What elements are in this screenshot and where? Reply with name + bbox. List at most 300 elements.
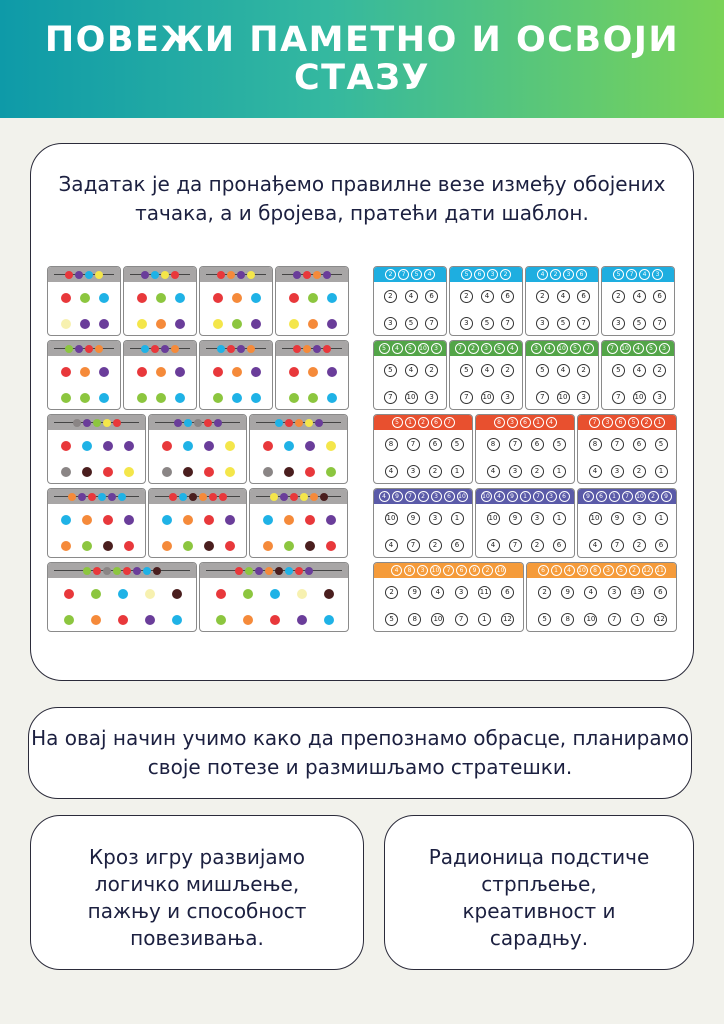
color-dot — [225, 541, 235, 551]
sequence-number: 6 — [538, 565, 549, 576]
color-dot — [183, 541, 193, 551]
sequence-bar — [48, 341, 120, 356]
sequence-number: 1 — [520, 491, 531, 502]
number-circle: 6 — [577, 290, 590, 303]
sequence-number: 3 — [481, 343, 492, 354]
color-dot-tile — [199, 340, 273, 410]
sequence-line — [130, 348, 190, 349]
color-dot — [183, 441, 193, 451]
sequence-dot — [313, 271, 321, 279]
color-dot — [99, 319, 109, 329]
number-circle: 2 — [425, 364, 438, 377]
color-dot-tile — [249, 414, 348, 484]
color-dot — [243, 615, 253, 625]
color-dot — [284, 515, 294, 525]
number-circle: 2 — [429, 539, 442, 552]
color-dot — [103, 441, 113, 451]
number-circle: 5 — [538, 613, 551, 626]
sequence-line — [54, 348, 114, 349]
color-dot-tile — [47, 340, 121, 410]
sequence-dot — [313, 345, 321, 353]
sequence-dot — [161, 271, 169, 279]
number-circle: 6 — [553, 539, 566, 552]
number-sequence-bar — [476, 489, 574, 504]
sequence-number: 10 — [458, 493, 466, 500]
number-tile — [373, 266, 447, 336]
number-circle: 5 — [633, 317, 646, 330]
number-circle: 2 — [501, 364, 514, 377]
sequence-line — [206, 570, 342, 571]
sequence-dot — [123, 567, 131, 575]
sequence-number: 5 — [616, 565, 627, 576]
sequence-number: 2 — [500, 269, 511, 280]
number-sequence-bar — [527, 563, 676, 578]
sequence-dot — [171, 345, 179, 353]
number-circle: 6 — [654, 586, 667, 599]
sequence-dot — [247, 271, 255, 279]
number-tile — [449, 266, 523, 336]
color-dot-tile — [275, 340, 349, 410]
color-dot — [61, 393, 71, 403]
color-dot — [213, 393, 223, 403]
sequence-dot — [290, 493, 298, 501]
color-dot — [162, 515, 172, 525]
sequence-line — [206, 274, 266, 275]
sequence-dot — [303, 345, 311, 353]
color-dot-tile — [148, 414, 247, 484]
sequence-number: 3 — [602, 417, 613, 428]
color-dot — [82, 541, 92, 551]
sequence-number: 4 — [424, 269, 435, 280]
sequence-bar — [149, 415, 246, 430]
sequence-number: 9 — [469, 565, 480, 576]
color-dot — [61, 319, 71, 329]
number-circle: 9 — [509, 512, 522, 525]
number-circle: 2 — [653, 364, 666, 377]
color-dot — [91, 589, 101, 599]
number-circle: 5 — [385, 613, 398, 626]
number-circle: 4 — [481, 290, 494, 303]
color-dot — [216, 589, 226, 599]
sequence-dot — [141, 271, 149, 279]
number-circle: 2 — [531, 465, 544, 478]
sequence-number: 1 — [551, 565, 562, 576]
sequence-dot — [227, 345, 235, 353]
color-dot — [91, 615, 101, 625]
sequence-number: 3 — [431, 343, 442, 354]
number-circle: 13 — [631, 586, 644, 599]
color-dot — [289, 367, 299, 377]
color-dot — [99, 293, 109, 303]
sequence-number: 2 — [468, 343, 479, 354]
number-circle: 4 — [431, 586, 444, 599]
color-dot — [251, 319, 261, 329]
number-circle: 3 — [460, 317, 473, 330]
color-dot-tile — [123, 340, 197, 410]
color-dot — [61, 367, 71, 377]
color-dot — [289, 393, 299, 403]
color-dot — [99, 367, 109, 377]
sequence-number: 3 — [563, 269, 574, 280]
number-sequence-bar — [374, 267, 446, 282]
number-circle: 4 — [487, 539, 500, 552]
sequence-dot — [151, 345, 159, 353]
sequence-number: 5 — [411, 269, 422, 280]
number-circle: 2 — [612, 290, 625, 303]
number-circle: 3 — [577, 391, 590, 404]
number-tile — [526, 562, 677, 632]
number-circle: 7 — [460, 391, 473, 404]
sequence-number: 10 — [578, 567, 586, 574]
color-dot — [232, 319, 242, 329]
sequence-bar — [250, 489, 347, 504]
color-dot — [61, 441, 71, 451]
color-dot — [225, 515, 235, 525]
number-circle: 2 — [633, 465, 646, 478]
sequence-number: 3 — [546, 491, 557, 502]
color-dot — [118, 589, 128, 599]
number-circle: 2 — [531, 539, 544, 552]
sequence-dot — [217, 271, 225, 279]
sequence-bar — [200, 563, 348, 578]
number-circle: 3 — [425, 391, 438, 404]
color-dot — [103, 515, 113, 525]
sequence-dot — [103, 419, 111, 427]
number-circle: 4 — [385, 465, 398, 478]
sequence-dot — [151, 271, 159, 279]
sequence-number: 5 — [646, 343, 657, 354]
sequence-dot — [265, 567, 273, 575]
sequence-dot — [303, 271, 311, 279]
number-tile — [373, 488, 473, 558]
color-dot — [213, 319, 223, 329]
color-dot — [172, 615, 182, 625]
color-dot — [172, 589, 182, 599]
number-circle: 4 — [487, 465, 500, 478]
sequence-bar — [48, 489, 145, 504]
sequence-number: 3 — [431, 491, 442, 502]
color-dot — [308, 367, 318, 377]
color-dot — [137, 367, 147, 377]
number-circle: 5 — [384, 364, 397, 377]
number-circle: 9 — [408, 586, 421, 599]
sequence-dot — [88, 493, 96, 501]
sequence-line — [54, 274, 114, 275]
number-tile — [525, 340, 599, 410]
number-circle: 1 — [451, 465, 464, 478]
number-circle: 7 — [608, 613, 621, 626]
number-circle: 8 — [487, 438, 500, 451]
number-circle: 11 — [478, 586, 491, 599]
sequence-dot — [118, 493, 126, 501]
color-dot — [305, 515, 315, 525]
number-sequence-bar — [476, 415, 574, 430]
number-circle: 10 — [633, 391, 646, 404]
sequence-number: 8 — [494, 417, 505, 428]
number-circle: 6 — [633, 438, 646, 451]
color-dot — [327, 319, 337, 329]
sequence-number: 5 — [494, 343, 505, 354]
number-sequence-bar — [578, 415, 676, 430]
color-dot — [324, 589, 334, 599]
sequence-number: 8 — [590, 565, 601, 576]
color-dot — [213, 293, 223, 303]
sequence-dot — [75, 271, 83, 279]
number-circle: 6 — [425, 290, 438, 303]
color-dot — [232, 393, 242, 403]
color-dot — [61, 541, 71, 551]
sequence-dot — [199, 493, 207, 501]
sequence-bar — [200, 267, 272, 282]
sequence-number: 3 — [417, 565, 428, 576]
sequence-number: 10 — [496, 567, 505, 574]
number-tile — [601, 266, 675, 336]
number-circle: 7 — [653, 317, 666, 330]
color-dot — [251, 393, 261, 403]
number-circle: 10 — [487, 512, 500, 525]
color-dot-tile — [199, 266, 273, 336]
color-dot — [308, 293, 318, 303]
sequence-bar — [124, 341, 196, 356]
color-dot — [297, 615, 307, 625]
number-sequence-bar — [374, 563, 523, 578]
number-tile — [373, 414, 473, 484]
sequence-number: 9 — [392, 491, 403, 502]
color-dot — [156, 367, 166, 377]
color-dot-tile — [47, 488, 146, 558]
color-dot — [326, 441, 336, 451]
color-dot — [308, 319, 318, 329]
number-tile — [475, 414, 575, 484]
sequence-dot — [280, 493, 288, 501]
sequence-dot — [133, 567, 141, 575]
number-circle: 5 — [553, 438, 566, 451]
sequence-dot — [315, 419, 323, 427]
sequence-bar — [48, 267, 120, 282]
color-dot — [251, 367, 261, 377]
number-circle: 7 — [611, 438, 624, 451]
number-circle: 10 — [589, 512, 602, 525]
task-card — [30, 143, 694, 681]
sequence-number: 6 — [444, 491, 455, 502]
number-circle: 3 — [536, 317, 549, 330]
number-sequence-bar — [578, 489, 676, 504]
number-circle: 2 — [460, 290, 473, 303]
color-dot — [80, 367, 90, 377]
color-dot — [270, 615, 280, 625]
patterns-card — [28, 707, 692, 799]
sequence-line — [54, 496, 139, 497]
number-sequence-bar — [374, 489, 472, 504]
color-dot — [213, 367, 223, 377]
number-circle: 4 — [589, 465, 602, 478]
sequence-number: 10 — [482, 493, 490, 500]
sequence-number: 7 — [444, 417, 455, 428]
sequence-dot — [141, 345, 149, 353]
color-dot — [124, 441, 134, 451]
sequence-number: 4 — [507, 343, 518, 354]
sequence-dot — [209, 493, 217, 501]
sequence-number: 10 — [558, 345, 566, 352]
color-dot — [156, 319, 166, 329]
sequence-bar — [200, 341, 272, 356]
sequence-number: 4 — [391, 565, 402, 576]
sequence-number: 7 — [583, 343, 594, 354]
sequence-dot — [237, 345, 245, 353]
sequence-number: 5 — [405, 343, 416, 354]
number-circle: 2 — [429, 465, 442, 478]
sequence-dot — [169, 493, 177, 501]
color-dot — [326, 467, 336, 477]
number-tile — [525, 266, 599, 336]
sequence-number: 6 — [576, 269, 587, 280]
color-dot — [61, 293, 71, 303]
sequence-number: 10 — [636, 493, 644, 500]
sequence-number: 3 — [659, 343, 670, 354]
color-dot — [64, 589, 74, 599]
number-circle: 4 — [633, 290, 646, 303]
number-circle: 5 — [481, 317, 494, 330]
color-dot — [118, 615, 128, 625]
color-dot-tile — [275, 266, 349, 336]
sequence-dot — [98, 493, 106, 501]
task-description: Задатак је да пронађемо правилне везе између обојених тачака, а и бројева, пратећи дати шаблон. — [58, 172, 666, 225]
sequence-number: 2 — [629, 565, 640, 576]
color-dot — [297, 589, 307, 599]
color-dot — [183, 467, 193, 477]
number-circle: 1 — [655, 465, 668, 478]
number-circle: 5 — [451, 438, 464, 451]
sequence-dot — [270, 493, 278, 501]
sequence-number: 6 — [456, 565, 467, 576]
sequence-dot — [83, 419, 91, 427]
number-circle: 2 — [538, 586, 551, 599]
number-circle: 1 — [451, 512, 464, 525]
sequence-dot — [75, 345, 83, 353]
number-circle: 5 — [655, 438, 668, 451]
sequence-number: 10 — [431, 567, 440, 574]
number-circle: 7 — [577, 317, 590, 330]
patterns-description: На овај начин учимо како да препознамо обрасце, планирамо своје потезе и размишљамо стратешки. — [31, 726, 689, 779]
sequence-dot — [93, 567, 101, 575]
sequence-number: 4 — [379, 491, 390, 502]
color-dot — [137, 319, 147, 329]
number-circle: 5 — [405, 317, 418, 330]
number-circle: 2 — [577, 364, 590, 377]
sequence-dot — [300, 493, 308, 501]
sequence-dot — [83, 567, 91, 575]
number-circle: 2 — [633, 539, 646, 552]
color-dot — [175, 293, 185, 303]
color-dot — [204, 515, 214, 525]
sequence-number: 11 — [656, 567, 664, 574]
color-dot — [308, 393, 318, 403]
sequence-dot — [275, 419, 283, 427]
number-circle: 7 — [425, 317, 438, 330]
sequence-number: 2 — [418, 491, 429, 502]
sequence-dot — [95, 271, 103, 279]
number-circle: 4 — [385, 539, 398, 552]
color-dot-tile — [47, 266, 121, 336]
number-circle: 6 — [501, 586, 514, 599]
sequence-dot — [295, 419, 303, 427]
sequence-number: 5 — [628, 417, 639, 428]
sequence-dot — [108, 493, 116, 501]
number-circle: 3 — [501, 391, 514, 404]
number-circle: 10 — [405, 391, 418, 404]
number-tile — [373, 562, 524, 632]
logic-description: Кроз игру развијамо логичко мишљење, пажњу и способност повезивања. — [87, 845, 307, 950]
color-dot — [61, 467, 71, 477]
number-circle: 5 — [536, 364, 549, 377]
sequence-bar — [250, 415, 347, 430]
number-circle: 3 — [455, 586, 468, 599]
sequence-dot — [65, 271, 73, 279]
number-circle: 7 — [536, 391, 549, 404]
color-dot — [183, 515, 193, 525]
sequence-number: 4 — [537, 269, 548, 280]
color-dot-tile — [123, 266, 197, 336]
sequence-dot — [285, 419, 293, 427]
sequence-dot — [85, 271, 93, 279]
number-circle: 4 — [405, 290, 418, 303]
sequence-dot — [103, 567, 111, 575]
number-sequence-bar — [374, 415, 472, 430]
color-dot — [64, 615, 74, 625]
color-dot — [204, 441, 214, 451]
number-circle: 10 — [557, 391, 570, 404]
sequence-number: 5 — [461, 269, 472, 280]
sequence-dot — [95, 345, 103, 353]
number-tile — [577, 488, 677, 558]
number-circle: 7 — [455, 613, 468, 626]
sequence-dot — [194, 419, 202, 427]
sequence-dot — [113, 419, 121, 427]
number-circle: 8 — [408, 613, 421, 626]
number-circle: 9 — [407, 512, 420, 525]
number-circle: 1 — [553, 465, 566, 478]
number-circle: 6 — [501, 290, 514, 303]
sequence-number: 7 — [533, 491, 544, 502]
sequence-number: 3 — [487, 269, 498, 280]
color-dot — [82, 441, 92, 451]
sequence-dot — [227, 271, 235, 279]
sequence-bar — [48, 415, 145, 430]
number-sequence-bar — [602, 341, 674, 356]
number-circle: 7 — [384, 391, 397, 404]
number-circle: 3 — [608, 586, 621, 599]
sequence-number: 2 — [550, 269, 561, 280]
number-circle: 9 — [611, 512, 624, 525]
color-dot — [326, 541, 336, 551]
number-circle: 10 — [385, 512, 398, 525]
number-circle: 3 — [611, 465, 624, 478]
number-circle: 3 — [407, 465, 420, 478]
sequence-dot — [179, 493, 187, 501]
color-dot — [327, 367, 337, 377]
number-tile — [577, 414, 677, 484]
sequence-dot — [293, 345, 301, 353]
color-dot — [216, 615, 226, 625]
number-circle: 3 — [429, 512, 442, 525]
color-dot — [324, 615, 334, 625]
color-dot — [80, 393, 90, 403]
number-circle: 3 — [531, 512, 544, 525]
sequence-bar — [48, 563, 196, 578]
color-dot — [204, 467, 214, 477]
sequence-number: 4 — [639, 269, 650, 280]
sequence-line — [206, 348, 266, 349]
